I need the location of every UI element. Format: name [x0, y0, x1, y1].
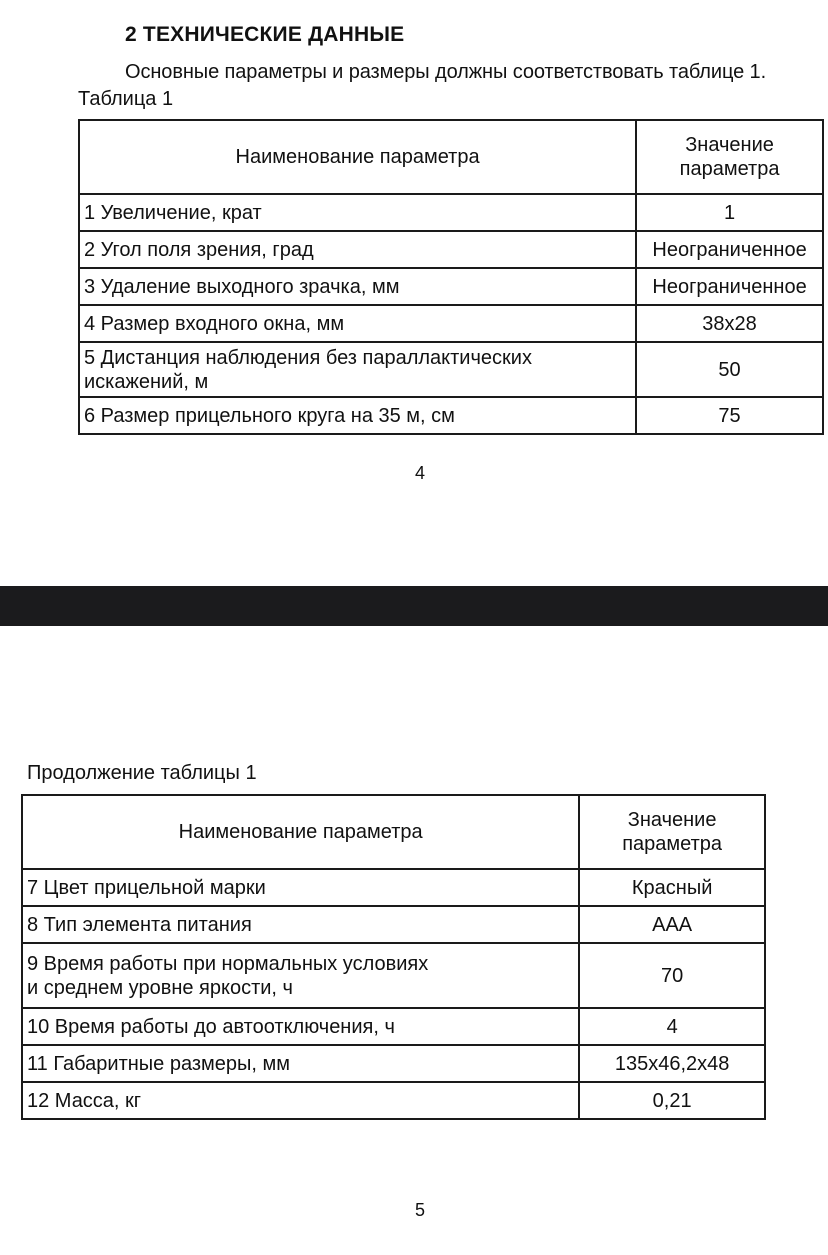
- param-name: 7 Цвет прицельной марки: [22, 869, 579, 906]
- param-name: [22, 943, 579, 1008]
- param-value: 75: [636, 397, 823, 434]
- param-name-line1: 5 Дистанция наблюдения без параллактических: [84, 346, 532, 369]
- table-header-row: [22, 795, 765, 869]
- param-value: ААА: [579, 906, 765, 943]
- param-name: 4 Размер входного окна, мм: [79, 305, 636, 342]
- document-page-4: [0, 0, 828, 586]
- spec-table-1-continued: [21, 794, 766, 1120]
- param-value: 38х28: [636, 305, 823, 342]
- column-header-value-line1: Значение: [627, 809, 717, 831]
- param-name: [79, 342, 636, 397]
- page-number: 5: [414, 1200, 425, 1220]
- intro-paragraph: Основные параметры и размеры должны соответствовать таблице 1.: [125, 61, 767, 83]
- table-row: [22, 1082, 765, 1119]
- table-row: [79, 342, 823, 397]
- column-header-value-line2: параметра: [679, 158, 780, 180]
- table-row: [79, 305, 823, 342]
- section-heading: 2 ТЕХНИЧЕСКИЕ ДАННЫЕ: [125, 23, 405, 46]
- spec-table-1: [78, 119, 824, 435]
- param-value: 4: [579, 1008, 765, 1045]
- param-name: 12 Масса, кг: [22, 1082, 579, 1119]
- table-row: [79, 397, 823, 434]
- table-caption: Таблица 1: [78, 88, 174, 110]
- param-value: 50: [636, 342, 823, 397]
- param-value: Неограниченное: [636, 231, 823, 268]
- param-name-line1: 9 Время работы при нормальных условиях: [27, 952, 429, 975]
- table-continuation-caption: Продолжение таблицы 1: [27, 762, 257, 784]
- param-name-line2: и среднем уровне яркости, ч: [27, 976, 293, 999]
- column-header-value: [579, 795, 765, 869]
- param-value: 135х46,2х48: [579, 1045, 765, 1082]
- param-value: 0,21: [579, 1082, 765, 1119]
- page-separator: [0, 586, 828, 626]
- table-row: [22, 906, 765, 943]
- column-header-name: Наименование параметра: [22, 795, 579, 869]
- param-name: 6 Размер прицельного круга на 35 м, см: [79, 397, 636, 434]
- param-name: 8 Тип элемента питания: [22, 906, 579, 943]
- param-value: Красный: [579, 869, 765, 906]
- column-header-value-line2: параметра: [622, 833, 723, 855]
- param-name: 11 Габаритные размеры, мм: [22, 1045, 579, 1082]
- param-value: 70: [579, 943, 765, 1008]
- param-name: 10 Время работы до автоотключения, ч: [22, 1008, 579, 1045]
- column-header-name: Наименование параметра: [79, 120, 636, 194]
- table-header-row: [79, 120, 823, 194]
- table-row: [22, 1008, 765, 1045]
- column-header-value: [636, 120, 823, 194]
- table-row: [22, 943, 765, 1008]
- column-header-value-line1: Значение: [685, 134, 774, 156]
- table-row: [79, 194, 823, 231]
- param-name: 3 Удаление выходного зрачка, мм: [79, 268, 636, 305]
- param-value: 1: [636, 194, 823, 231]
- param-name: 1 Увеличение, крат: [79, 194, 636, 231]
- table-row: [79, 268, 823, 305]
- table-row: [22, 869, 765, 906]
- table-row: [79, 231, 823, 268]
- param-value: Неограниченное: [636, 268, 823, 305]
- document-page-5: [0, 626, 828, 1255]
- param-name-line2: искажений, м: [84, 370, 209, 393]
- page-number: 4: [414, 463, 425, 483]
- param-name: 2 Угол поля зрения, град: [79, 231, 636, 268]
- table-row: [22, 1045, 765, 1082]
